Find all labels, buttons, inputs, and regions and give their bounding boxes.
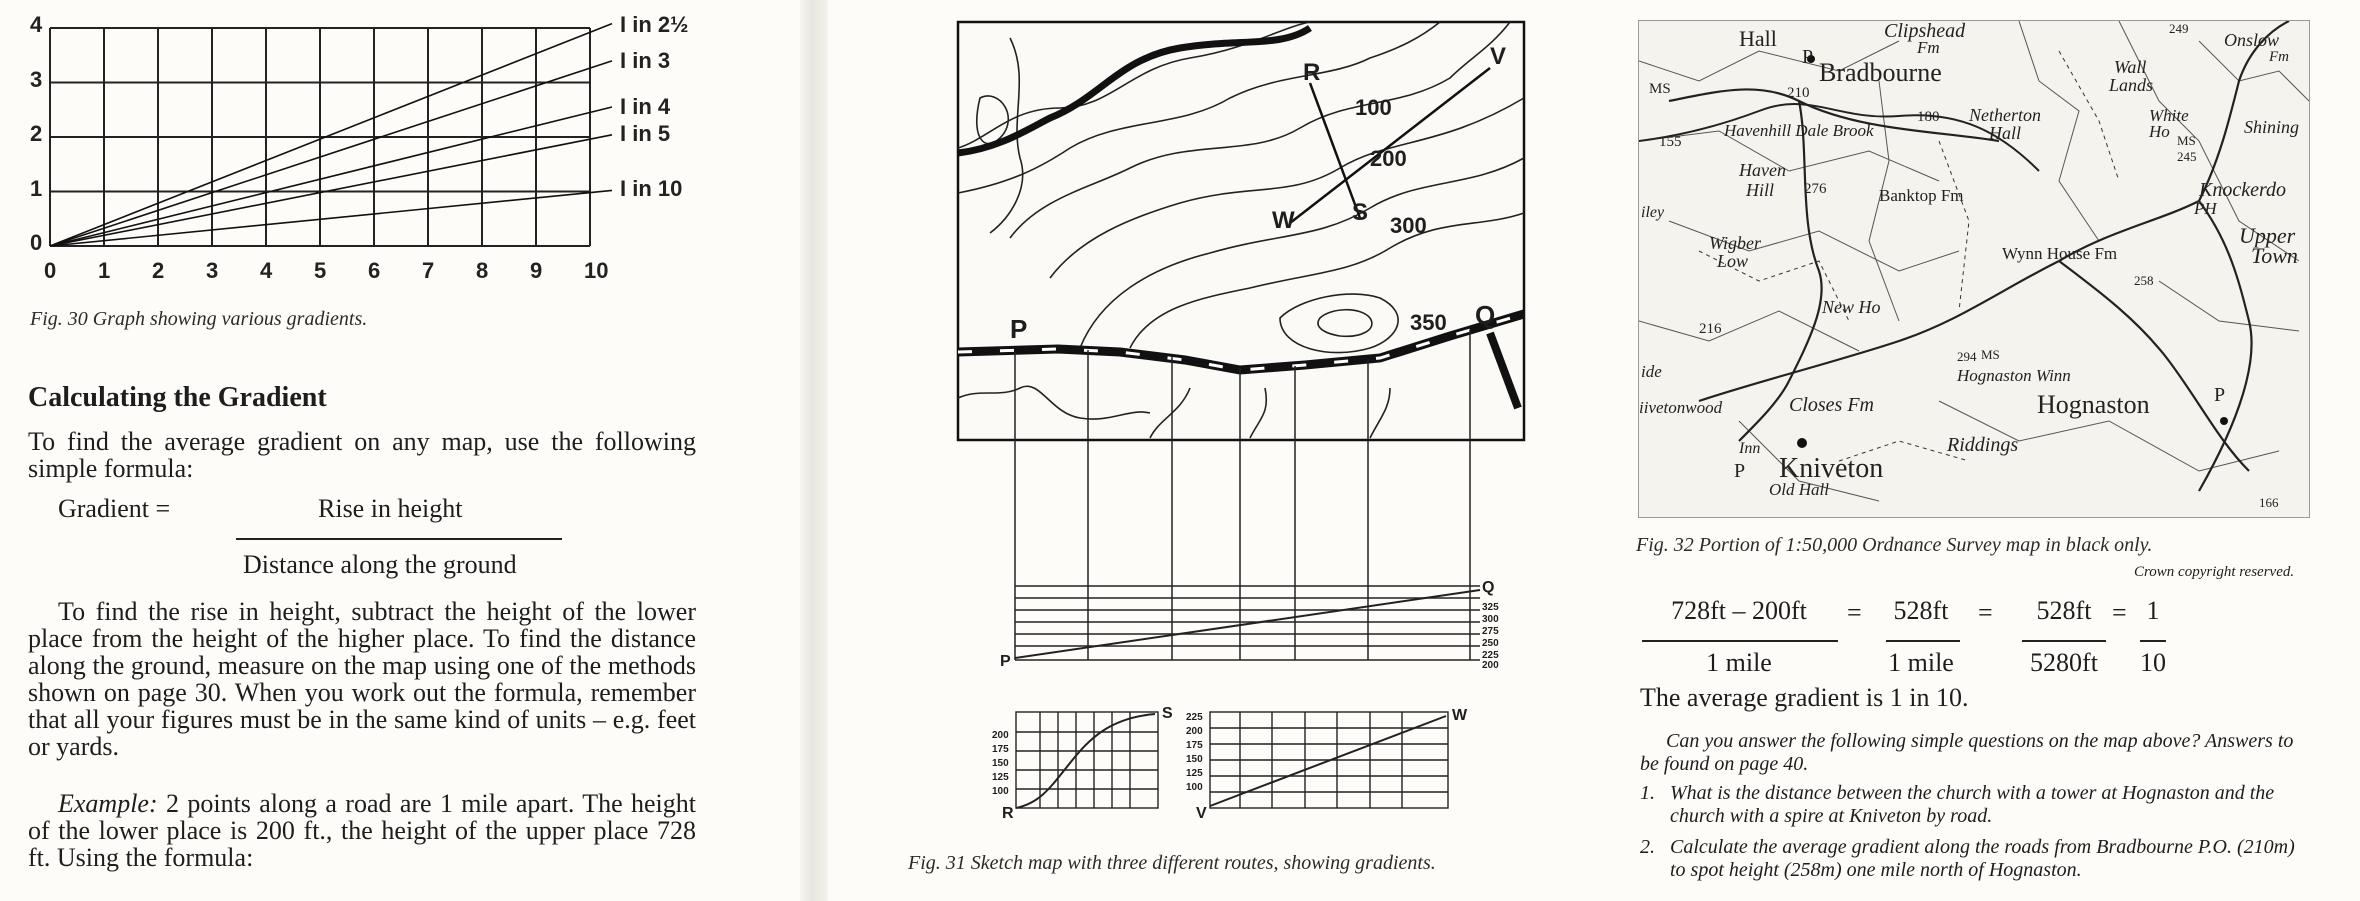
map-label-hognaston-p: P — [2214, 384, 2226, 406]
map-label-245: 245 — [2177, 149, 2197, 164]
map-label-wigber: Wigber — [1709, 233, 1761, 253]
page-fold — [800, 0, 828, 901]
map-label-ms-right: MS — [2177, 133, 2196, 148]
map-label-166: 166 — [2259, 495, 2279, 510]
map-label-216: 216 — [1699, 321, 1722, 337]
map-label-ms-left: MS — [1649, 81, 1671, 97]
map-label-clipshead: Clipshead — [1884, 21, 1966, 42]
graph-line-label: I in 5 — [620, 121, 671, 146]
map-label-iley: iley — [1641, 204, 1665, 221]
profile-rs — [992, 705, 1173, 822]
map-label-180: 180 — [1917, 109, 1940, 125]
profile-pq-scale: 250 — [1482, 638, 1499, 649]
profile-pq-scale: 200 — [1482, 660, 1499, 671]
graph-x-tick: 4 — [260, 258, 273, 283]
intro-paragraph: To find the average gradient on any map, use the following simple formula: — [28, 427, 696, 483]
example-label: Example: — [58, 789, 158, 818]
graph-x-tick: 10 — [584, 258, 609, 283]
map-label-inn: Inn — [1739, 440, 1761, 457]
map-label-s: S — [1352, 199, 1369, 226]
graph-line-label: I in 10 — [620, 176, 683, 201]
profile-pq — [1000, 579, 1499, 671]
graph-y-tick: 1 — [30, 176, 43, 201]
map-church-hognaston — [2220, 417, 2228, 425]
calc-divider-4 — [2140, 640, 2166, 642]
gradient-graph — [20, 10, 700, 300]
calc-divider-2 — [1886, 640, 1960, 642]
profile-rs-scale: 125 — [992, 772, 1009, 783]
os-map — [1638, 20, 2310, 518]
profile-pq-scale: 275 — [1482, 626, 1499, 637]
graph-gradient-lines — [50, 24, 612, 246]
question-text: Calculate the average gradient along the roads from Bradbourne P.O. (210m) to spot height (258m) one mile north of Hognaston. — [1670, 836, 2295, 881]
formula-denominator: Distance along the ground — [243, 550, 517, 579]
calc-denominator-3: 5280ft — [2030, 648, 2098, 677]
map-label-kniveton: Kniveton — [1779, 453, 1884, 484]
profile-pq-start: P — [1000, 653, 1011, 670]
graph-y-tick: 3 — [30, 67, 43, 92]
map-label-wigber-low: Low — [1717, 251, 1749, 271]
profile-vw-scale: 100 — [1186, 782, 1203, 793]
graph-x-tick: 0 — [44, 258, 57, 283]
question-number: 2. — [1640, 836, 1655, 858]
map-label-p: P — [1010, 314, 1028, 344]
map-label-newho: New Ho — [1822, 297, 1881, 317]
formula-divider — [236, 538, 562, 540]
map-label-shining: Shining — [2244, 117, 2300, 137]
calc-divider-1 — [1642, 640, 1838, 642]
profile-vw-scale: 225 — [1186, 712, 1203, 723]
calc-divider-3 — [2022, 640, 2106, 642]
map-label-oldhall: Old Hall — [1769, 480, 1829, 499]
question-number: 1. — [1640, 782, 1655, 804]
map-label-hognaston-winn: Hognaston Winn — [1957, 366, 2071, 385]
graph-x-tick: 1 — [98, 258, 111, 283]
graph-y-tick: 2 — [30, 121, 43, 146]
map-label-onslow-fm: Fm — [2269, 49, 2289, 65]
question-text: What is the distance between the church with a tower at Hognaston and the church with a spire at Kniveton by road. — [1670, 782, 2275, 827]
profile-vw-scale: 175 — [1186, 740, 1203, 751]
map-label-white: White — [2149, 106, 2189, 125]
map-label-haven-hill: Hill — [1746, 180, 1775, 200]
graph-gradient-line — [50, 107, 612, 246]
map-label-lands: Lands — [2109, 75, 2154, 95]
map-label-netherton-hall: Hall — [1989, 123, 2022, 143]
graph-x-tick: 3 — [206, 258, 219, 283]
contour-200: 200 — [1370, 146, 1407, 171]
map-label-ms-mid: MS — [1981, 347, 2000, 362]
profile-rs-scale: 175 — [992, 744, 1009, 755]
formula-numerator: Rise in height — [318, 494, 463, 523]
calc-equals-1: = — [1847, 598, 1862, 627]
map-label-town: Town — [2251, 243, 2298, 268]
formula-lhs: Gradient = — [58, 494, 171, 523]
graph-line-label: I in 2½ — [620, 12, 689, 37]
profile-vw-scale: 150 — [1186, 754, 1203, 765]
fig32-caption: Fig. 32 Portion of 1:50,000 Ordnance Survey map in black only. — [1636, 534, 2153, 556]
map-label-249: 249 — [2169, 21, 2189, 36]
graph-y-tick: 4 — [30, 12, 43, 37]
map-label-w: W — [1272, 207, 1295, 234]
section-heading: Calculating the Gradient — [28, 382, 327, 413]
calc-denominator-4: 10 — [2140, 648, 2166, 677]
graph-line-label: I in 4 — [620, 94, 671, 119]
profile-vw-end: W — [1452, 707, 1468, 724]
graph-x-tick: 8 — [476, 258, 489, 283]
profile-rs-scale: 200 — [992, 730, 1009, 741]
map-label-clipshead-fm: Fm — [1917, 38, 1940, 57]
map-label-haven: Haven — [1739, 160, 1786, 180]
map-church-kniveton — [1797, 438, 1807, 448]
calc-numerator-4: 1 — [2146, 596, 2160, 625]
map-label-banktop: Banktop Fm — [1879, 186, 1964, 205]
graph-line-label: I in 3 — [620, 48, 671, 73]
calc-equals-2: = — [1978, 598, 1993, 627]
os-map-drawing — [1639, 21, 2309, 517]
profile-rs-start: R — [1002, 805, 1014, 822]
graph-x-tick: 5 — [314, 258, 327, 283]
map-label-r: R — [1303, 59, 1321, 86]
map-label-closes: Closes Fm — [1789, 394, 1874, 416]
graph-x-ticks — [44, 258, 608, 283]
example-paragraph — [28, 790, 696, 871]
map-label-hognaston: Hognaston — [2037, 390, 2150, 419]
copyright-note: Crown copyright reserved. — [2134, 564, 2295, 580]
calc-equals-3: = — [2112, 598, 2127, 627]
calc-numerator-2: 528ft — [1893, 596, 1949, 625]
map-label-white-ho: Ho — [2149, 122, 2170, 141]
map-label-haven-dale: Havenhill Dale Brook — [1724, 121, 1874, 140]
map-label-155: 155 — [1659, 134, 1682, 150]
map-label-276: 276 — [1804, 181, 1827, 197]
questions-intro: Can you answer the following simple questions on the map above? Answers to be found on page 40. — [1640, 730, 2294, 775]
graph-gradient-line — [50, 24, 612, 246]
contour-350: 350 — [1410, 310, 1447, 335]
calc-denominator-2: 1 mile — [1888, 648, 1954, 677]
map-label-hall: Hall — [1739, 26, 1777, 51]
graph-y-tick: 0 — [30, 230, 43, 255]
profile-pq-scale: 225 — [1482, 650, 1499, 661]
map-label-kivetonwood: iivetonwood — [1639, 398, 1723, 417]
map-label-onslow: Onslow — [2224, 30, 2280, 50]
fig30-caption: Fig. 30 Graph showing various gradients. — [30, 308, 368, 330]
profile-pq-scale: 300 — [1482, 614, 1499, 625]
calc-numerator-1: 728ft – 200ft — [1671, 596, 1807, 625]
profile-vw-scale: 200 — [1186, 726, 1203, 737]
calc-result: The average gradient is 1 in 10. — [1640, 683, 1969, 712]
map-label-bradbourne: Bradbourne — [1819, 58, 1942, 87]
profile-vw-scale: 125 — [1186, 768, 1203, 779]
graph-x-tick: 2 — [152, 258, 165, 283]
map-label-294: 294 — [1957, 349, 1977, 364]
profile-rs-scale: 100 — [992, 786, 1009, 797]
map-label-upper: Upper — [2239, 223, 2296, 248]
graph-x-tick: 6 — [368, 258, 381, 283]
calc-denominator-1: 1 mile — [1706, 648, 1772, 677]
map-label-kniveton-p: P — [1734, 460, 1746, 482]
map-label-netherton: Netherton — [1969, 105, 2041, 125]
profile-pq-scale: 325 — [1482, 602, 1499, 613]
fig31-caption: Fig. 31 Sketch map with three different routes, showing gradients. — [908, 852, 1436, 874]
map-label-v: V — [1490, 43, 1507, 70]
map-label-ide: ide — [1641, 362, 1662, 381]
map-label-riddings: Riddings — [1947, 434, 2019, 456]
example-text: 2 points along a road are 1 mile apart. The height of the lower place is 200 ft., the height of the upper place 728 ft. Using the formula: — [28, 789, 696, 872]
map-label-ph: PH — [2194, 199, 2217, 218]
map-label-wall: Wall — [2114, 57, 2147, 77]
profile-vw — [1186, 707, 1468, 822]
calc-numerator-3: 528ft — [2036, 596, 2092, 625]
map-label-knockerdo: Knockerdo — [2199, 179, 2287, 201]
map-label-bradbourne-p: P — [1802, 46, 1814, 68]
map-label-258: 258 — [2134, 273, 2154, 288]
profile-vw-start: V — [1196, 805, 1207, 822]
contour-300: 300 — [1390, 213, 1427, 238]
graph-x-tick: 9 — [530, 258, 543, 283]
map-label-wynn: Wynn House Fm — [2002, 244, 2118, 263]
graph-gradient-line — [50, 135, 612, 246]
sketch-map-figure — [950, 18, 1530, 858]
graph-x-tick: 7 — [422, 258, 435, 283]
profile-pq-end: Q — [1482, 579, 1495, 596]
profile-rs-end: S — [1162, 705, 1173, 722]
profile-rs-scale: 150 — [992, 758, 1009, 769]
map-label-210: 210 — [1787, 85, 1810, 101]
map-label-q: Q — [1475, 300, 1496, 330]
contour-100: 100 — [1355, 95, 1392, 120]
explanation-paragraph: To find the rise in height, subtract the height of the lower place from the height of the higher place. To find the distance along the ground, measure on the map using one of the methods shown on page 30. When you work out the formula, remember that all your figures must be in the same kind of units – e.g. feet or yards. — [28, 597, 696, 761]
